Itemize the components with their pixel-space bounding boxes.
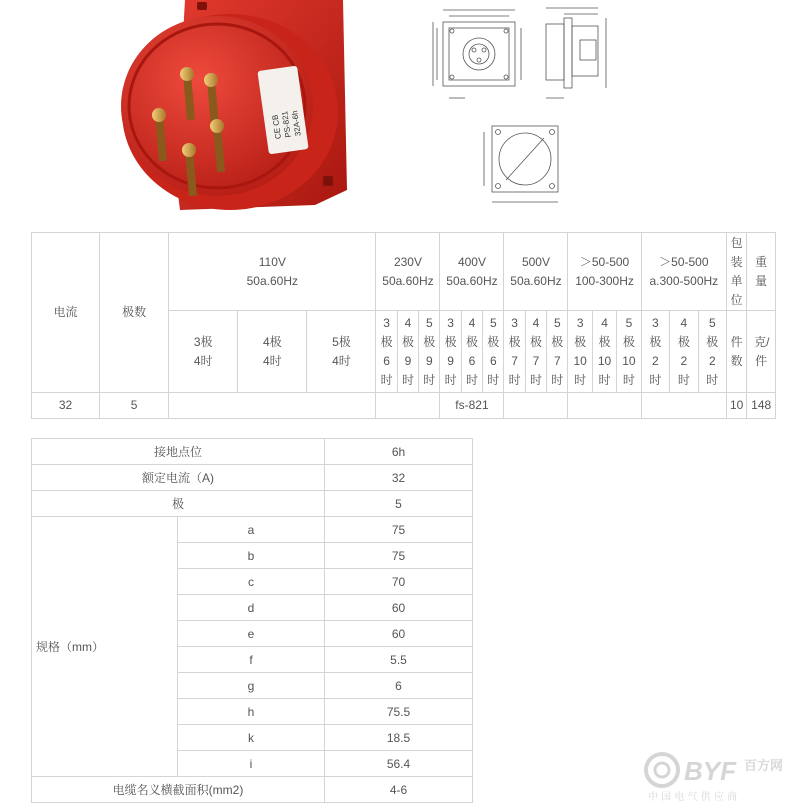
pin-tip bbox=[204, 73, 218, 87]
poles-header: 极数 bbox=[100, 233, 169, 393]
sub-col-header: 3极10时 bbox=[568, 311, 592, 393]
dim-key: d bbox=[178, 595, 325, 621]
plate-hole bbox=[323, 176, 333, 186]
watermark-brand-cn: 百方网 bbox=[744, 759, 784, 774]
pin-tip bbox=[152, 108, 166, 122]
dim-value: 60 bbox=[325, 595, 473, 621]
pack-unit-sub: 件数 bbox=[727, 311, 747, 393]
empty-cell bbox=[169, 393, 376, 419]
pack-qty-cell: 10 bbox=[727, 393, 747, 419]
pin-tip bbox=[182, 143, 196, 157]
label-line: CE CB bbox=[270, 114, 283, 140]
sub-col-header: 3极6时 bbox=[376, 311, 397, 393]
empty-cell bbox=[504, 393, 568, 419]
poles-label: 极 bbox=[32, 491, 325, 517]
sub-col-header: 5极10时 bbox=[617, 311, 641, 393]
ground-position-label: 接地点位 bbox=[32, 439, 325, 465]
dim-value: 75.5 bbox=[325, 699, 473, 725]
pin-tip bbox=[210, 119, 224, 133]
dims-row bbox=[32, 491, 473, 517]
front-view-drawing bbox=[425, 0, 535, 108]
ground-position-value: 6h bbox=[325, 439, 473, 465]
voltage-group-header: 500V 50a.60Hz bbox=[504, 233, 568, 311]
voltage-group-header: 230V 50a.60Hz bbox=[376, 233, 440, 311]
sub-col-header: 4极2时 bbox=[670, 311, 698, 393]
dim-value: 5.5 bbox=[325, 647, 473, 673]
weight-header: 重量 bbox=[747, 233, 776, 311]
sub-col-header: 4极 4时 bbox=[238, 311, 307, 393]
sub-col-header: 5极2时 bbox=[698, 311, 726, 393]
sub-col-header: 3极7时 bbox=[504, 311, 525, 393]
sub-col-header: 4极9时 bbox=[397, 311, 418, 393]
back-view-drawing bbox=[478, 118, 568, 210]
poles-cell: 5 bbox=[100, 393, 169, 419]
watermark-logo bbox=[640, 748, 800, 808]
empty-cell bbox=[376, 393, 440, 419]
dim-key: e bbox=[178, 621, 325, 647]
product-photo bbox=[115, 0, 355, 212]
watermark-emblem bbox=[646, 754, 678, 786]
dim-value: 56.4 bbox=[325, 751, 473, 777]
weight-sub: 克/件 bbox=[747, 311, 776, 393]
dim-value: 6 bbox=[325, 673, 473, 699]
pin-tip bbox=[180, 67, 194, 81]
empty-cell bbox=[641, 393, 726, 419]
dims-row bbox=[32, 439, 473, 465]
spec-table bbox=[31, 232, 776, 419]
dim-value: 75 bbox=[325, 543, 473, 569]
dim-key: k bbox=[178, 725, 325, 751]
plate-hole bbox=[197, 2, 207, 10]
current-cell: 32 bbox=[32, 393, 100, 419]
rated-current-label: 额定电流（A) bbox=[32, 465, 325, 491]
watermark-tagline: 中 国 电 气 供 应 商 bbox=[648, 792, 738, 803]
sub-col-header: 5极6时 bbox=[483, 311, 504, 393]
dim-key: g bbox=[178, 673, 325, 699]
dims-row bbox=[32, 517, 473, 543]
sub-col-header: 3极 4时 bbox=[169, 311, 238, 393]
sub-col-header: 3极2时 bbox=[641, 311, 669, 393]
dim-key: f bbox=[178, 647, 325, 673]
pack-unit-header: 包装单位 bbox=[727, 233, 747, 311]
weight-cell: 148 bbox=[747, 393, 776, 419]
watermark-brand: BYF bbox=[684, 756, 736, 786]
dim-key: h bbox=[178, 699, 325, 725]
dim-key: c bbox=[178, 569, 325, 595]
cable-section-value: 4-6 bbox=[325, 777, 473, 803]
spec-data-row bbox=[32, 393, 776, 419]
dims-row bbox=[32, 465, 473, 491]
spec-header-row bbox=[32, 233, 776, 311]
poles-value: 5 bbox=[325, 491, 473, 517]
sub-col-header: 5极7时 bbox=[547, 311, 568, 393]
dim-key: a bbox=[178, 517, 325, 543]
empty-cell bbox=[568, 393, 641, 419]
side-view-drawing bbox=[540, 0, 615, 108]
dim-value: 18.5 bbox=[325, 725, 473, 751]
current-header: 电流 bbox=[32, 233, 100, 393]
voltage-group-header: ＞50-500 a.300-500Hz bbox=[641, 233, 726, 311]
label-line: 32A-6h bbox=[290, 109, 303, 137]
sub-col-header: 4极10时 bbox=[592, 311, 616, 393]
dim-value: 70 bbox=[325, 569, 473, 595]
sub-col-header: 4极6时 bbox=[461, 311, 482, 393]
dim-value: 60 bbox=[325, 621, 473, 647]
sub-col-header: 4极7时 bbox=[525, 311, 546, 393]
cable-section-label: 电缆名义横截面积(mm2) bbox=[32, 777, 325, 803]
voltage-group-header: 400V 50a.60Hz bbox=[440, 233, 504, 311]
voltage-group-header: ＞50-500 100-300Hz bbox=[568, 233, 641, 311]
voltage-group-header: 110V 50a.60Hz bbox=[169, 233, 376, 311]
model-cell: fs-821 bbox=[440, 393, 504, 419]
rated-current-value: 32 bbox=[325, 465, 473, 491]
spec-mm-label: 规格（mm） bbox=[32, 517, 178, 777]
dim-key: i bbox=[178, 751, 325, 777]
label-line: PS-821 bbox=[280, 110, 293, 139]
sub-col-header: 5极9时 bbox=[419, 311, 440, 393]
dim-value: 75 bbox=[325, 517, 473, 543]
sub-col-header: 5极 4时 bbox=[307, 311, 376, 393]
dims-row bbox=[32, 777, 473, 803]
sub-col-header: 3极9时 bbox=[440, 311, 461, 393]
dim-key: b bbox=[178, 543, 325, 569]
dimensions-table bbox=[31, 438, 473, 803]
